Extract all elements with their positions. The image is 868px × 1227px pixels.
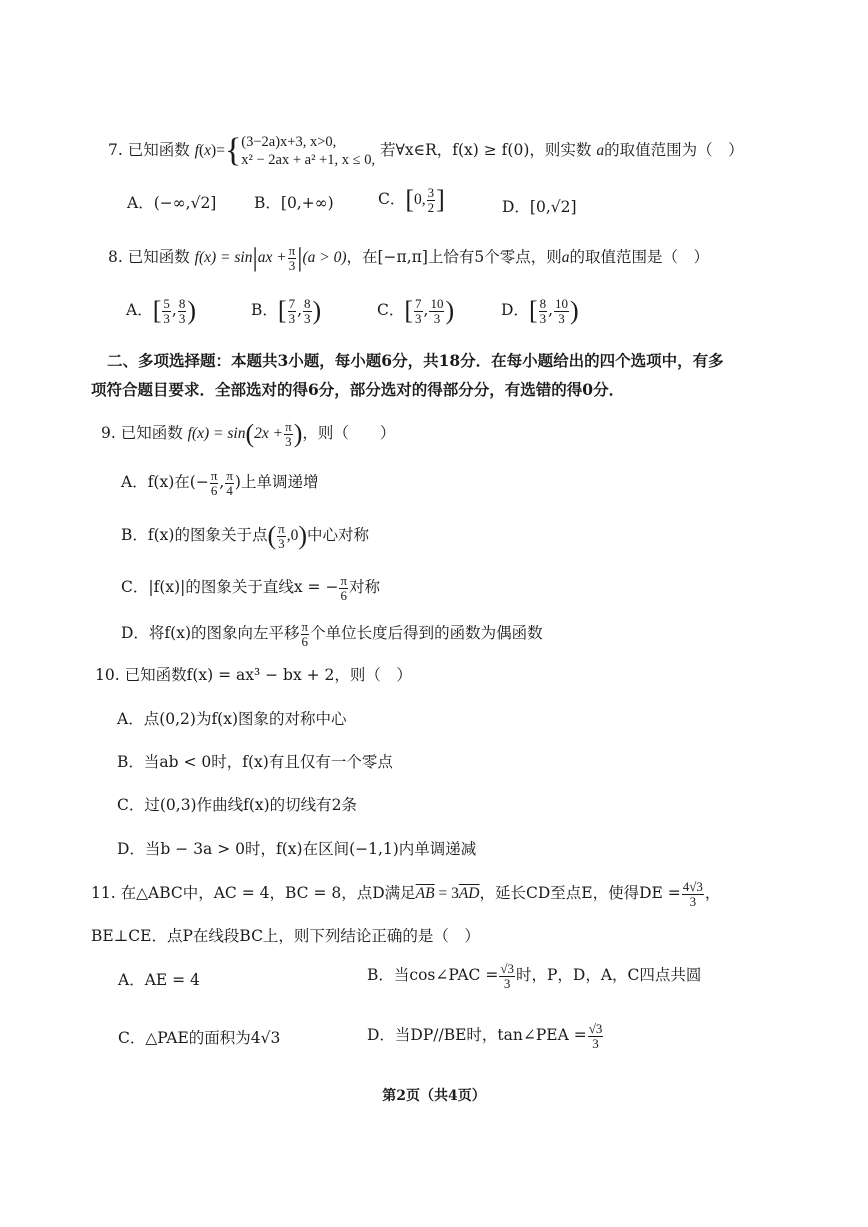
question-8-option-d: D．[ $\frac{8}{3}$ , $\frac{10}{3}$ ) (501, 296, 579, 326)
question-9-option-c: C．|f(x)|的图象关于直线x = − $\frac{\pi}{6}$ 对称 (121, 573, 381, 603)
question-8-option-a: A．[ $\frac{5}{3}$ , $\frac{8}{3}$ ) (126, 296, 196, 326)
question-11-stem-line-2: BE⊥CE．点P在线段BC上，则下列结论正确的是（ ） (91, 927, 480, 945)
question-10-option-b: B．当ab < 0时，f(x)有且仅有一个零点 (117, 753, 393, 771)
question-7-option-b: B．[0,+∞) (254, 194, 334, 212)
question-7-option-d: D．[0,√2] (502, 198, 577, 216)
section-2-heading-line-1: 二、多项选择题：本题共3小题，每小题6分，共18分．在每小题给出的四个选项中，有多 (107, 351, 724, 370)
question-7-stem: 7. 已知函数 f(x)={ (3−2a)x+3, x>0, x² − 2ax + a² +1, x ≤ 0, 若∀x∈R，f(x) ≥ f(0)，则实数 a的取值范围为（ ） (108, 132, 744, 170)
page-number-footer: 第2页（共4页） (382, 1088, 486, 1104)
question-9-stem: 9. 已知函数 f(x) = sin(2x + $\frac{\pi}{3}$ )，则（ ） (101, 419, 396, 449)
question-11-option-c: C．△PAE的面积为4√3 (118, 1029, 281, 1047)
question-10-option-c: C．过(0,3)作曲线f(x)的切线有2条 (117, 796, 358, 814)
question-9-option-a: A．f(x)在(− $\frac{\pi}{6}$ , $\frac{\pi}{4}$ )上单调递增 (121, 468, 319, 498)
question-7-option-c: C．[0, $\frac{3}{2}$ ] (378, 185, 445, 215)
piecewise-cases: (3−2a)x+3, x>0, x² − 2ax + a² +1, x ≤ 0, (241, 134, 376, 169)
question-10-stem: 10. 已知函数f(x) = ax³ − bx + 2，则（ ） (95, 666, 412, 684)
question-9-option-b: B．f(x)的图象关于点( $\frac{\pi}{3}$ ,0)中心对称 (121, 521, 370, 551)
section-2-heading-line-2: 项符合题目要求．全部选对的得6分，部分选对的得部分分，有选错的得0分． (91, 380, 625, 399)
question-10-option-a: A．点(0,2)为f(x)图象的对称中心 (117, 710, 347, 728)
question-11-option-a: A．AE = 4 (118, 971, 200, 989)
question-10-option-d: D．当b − 3a > 0时，f(x)在区间(−1,1)内单调递减 (117, 840, 477, 858)
question-8-option-b: B．[ $\frac{7}{3}$ , $\frac{8}{3}$ ) (251, 296, 322, 326)
question-7-option-a: A．(−∞,√2] (127, 194, 217, 212)
question-11-stem: 11. 在△ABC中，AC = 4，BC = 8，点D满足$\overline{AB} = 3\overline{AD}$，延长CD至点E，使得DE = $\frac{4√3}{3}$ ， (91, 879, 721, 909)
question-8-stem: 8. 已知函数 f(x) = sin|ax + $\frac{\pi}{3}$ |(a > 0)，在[−π,π]上恰有5个零点，则a的取值范围是（ ） (108, 243, 710, 273)
question-11-option-d: D．当DP//BE时，tan∠PEA = $\frac{√3}{3}$ (367, 1021, 603, 1051)
question-11-option-b: B．当cos∠PAC = $\frac{√3}{3}$ 时，P，D，A，C四点共圆 (367, 961, 702, 991)
question-8-option-c: C．[ $\frac{7}{3}$ , $\frac{10}{3}$ ) (377, 296, 455, 326)
question-9-option-d: D．将f(x)的图象向左平移 $\frac{\pi}{6}$ 个单位长度后得到的函数为偶函数 (121, 619, 543, 649)
